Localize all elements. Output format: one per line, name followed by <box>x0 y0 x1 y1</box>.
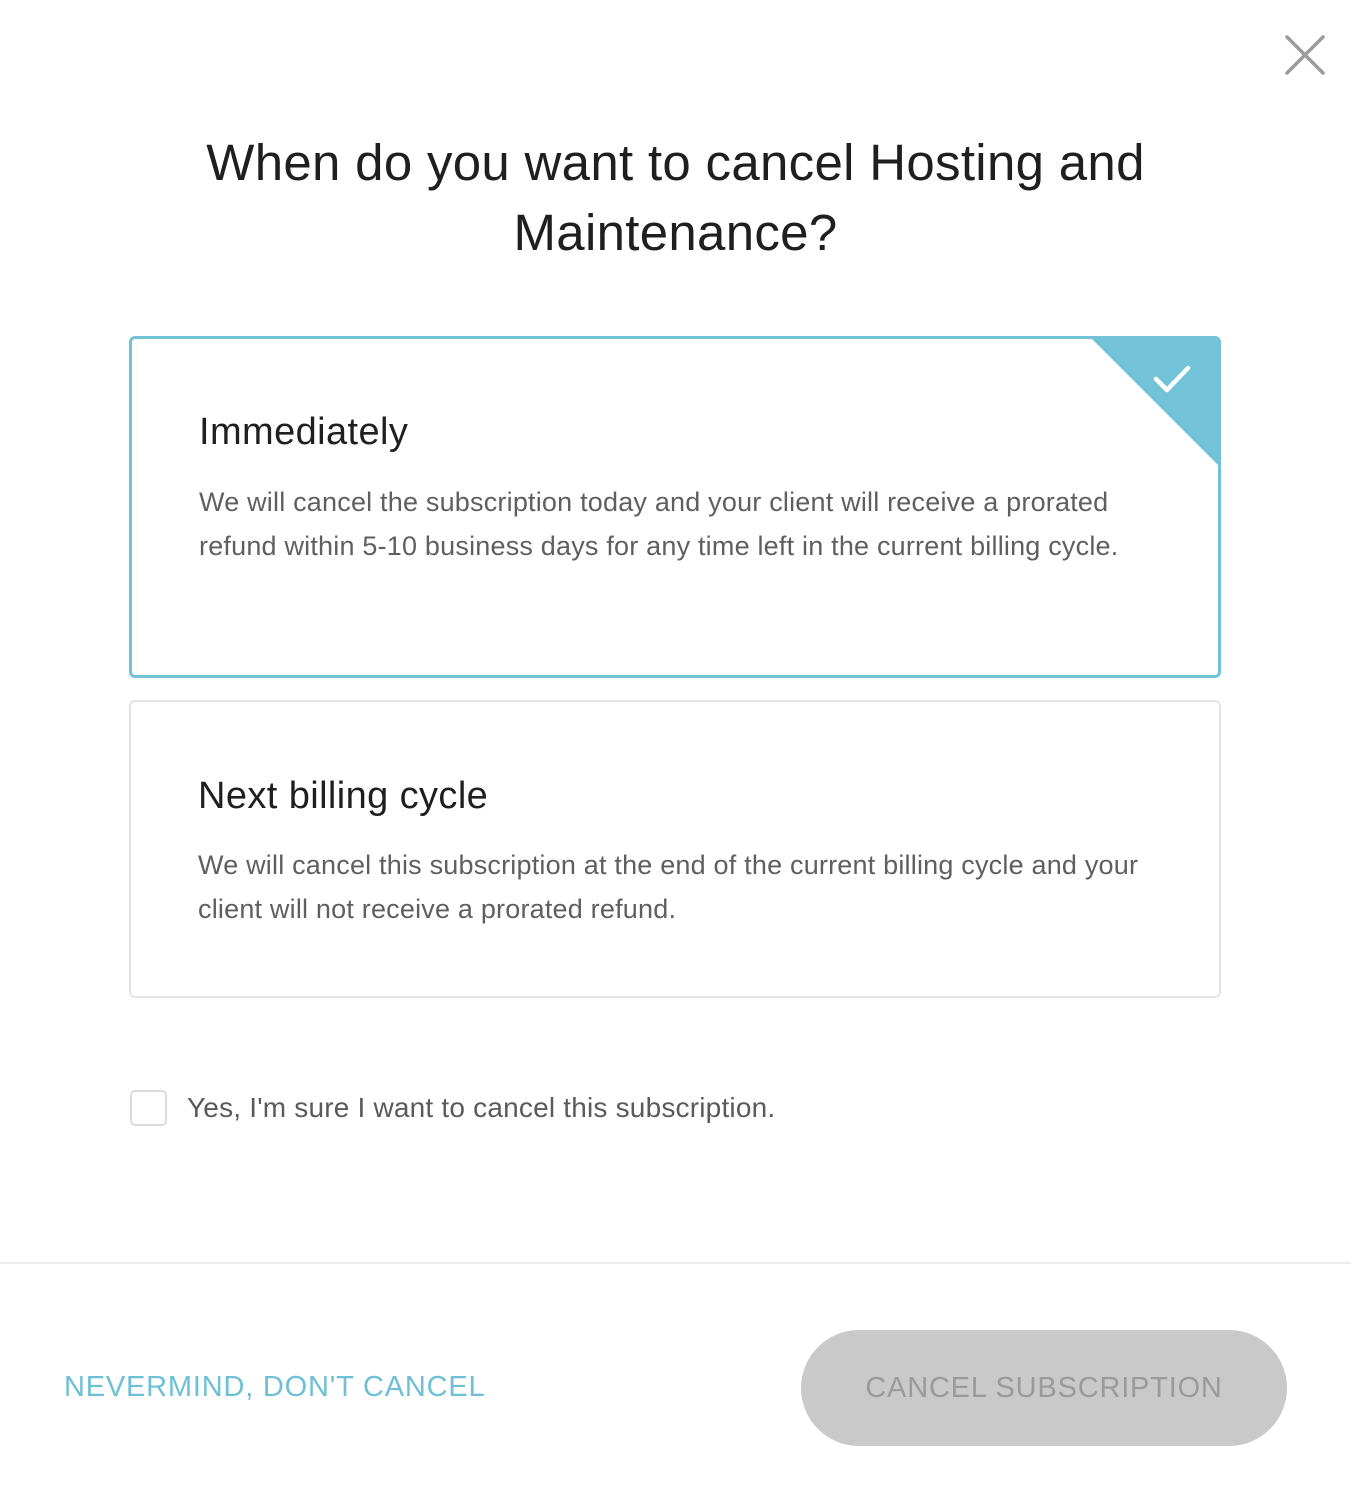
option-description: We will cancel this subscription at the end of the current billing cycle and your client will not receive a prorated refund. <box>198 850 1139 924</box>
confirm-label[interactable]: Yes, I'm sure I want to cancel this subscription. <box>187 1092 776 1123</box>
selected-indicator <box>1092 339 1218 465</box>
option-next-billing-cycle[interactable] <box>129 700 1221 998</box>
footer-divider <box>0 1262 1351 1264</box>
option-title: Next billing cycle <box>198 775 489 817</box>
dialog-title: When do you want to cancel Hosting and Maintenance? <box>206 134 1145 261</box>
option-description: We will cancel the subscription today and your client will receive a prorated refund within 5-10 business days for any time left in the current billing cycle. <box>199 487 1119 561</box>
option-immediately[interactable] <box>129 336 1221 678</box>
cancel-subscription-button[interactable]: CANCEL SUBSCRIPTION <box>801 1330 1287 1446</box>
close-button[interactable] <box>1282 32 1328 78</box>
confirm-checkbox[interactable] <box>130 1090 167 1126</box>
option-title: Immediately <box>199 411 409 453</box>
confirm-row <box>130 1090 775 1126</box>
nevermind-button[interactable]: NEVERMIND, DON'T CANCEL <box>64 1366 485 1408</box>
close-icon <box>1282 32 1328 78</box>
